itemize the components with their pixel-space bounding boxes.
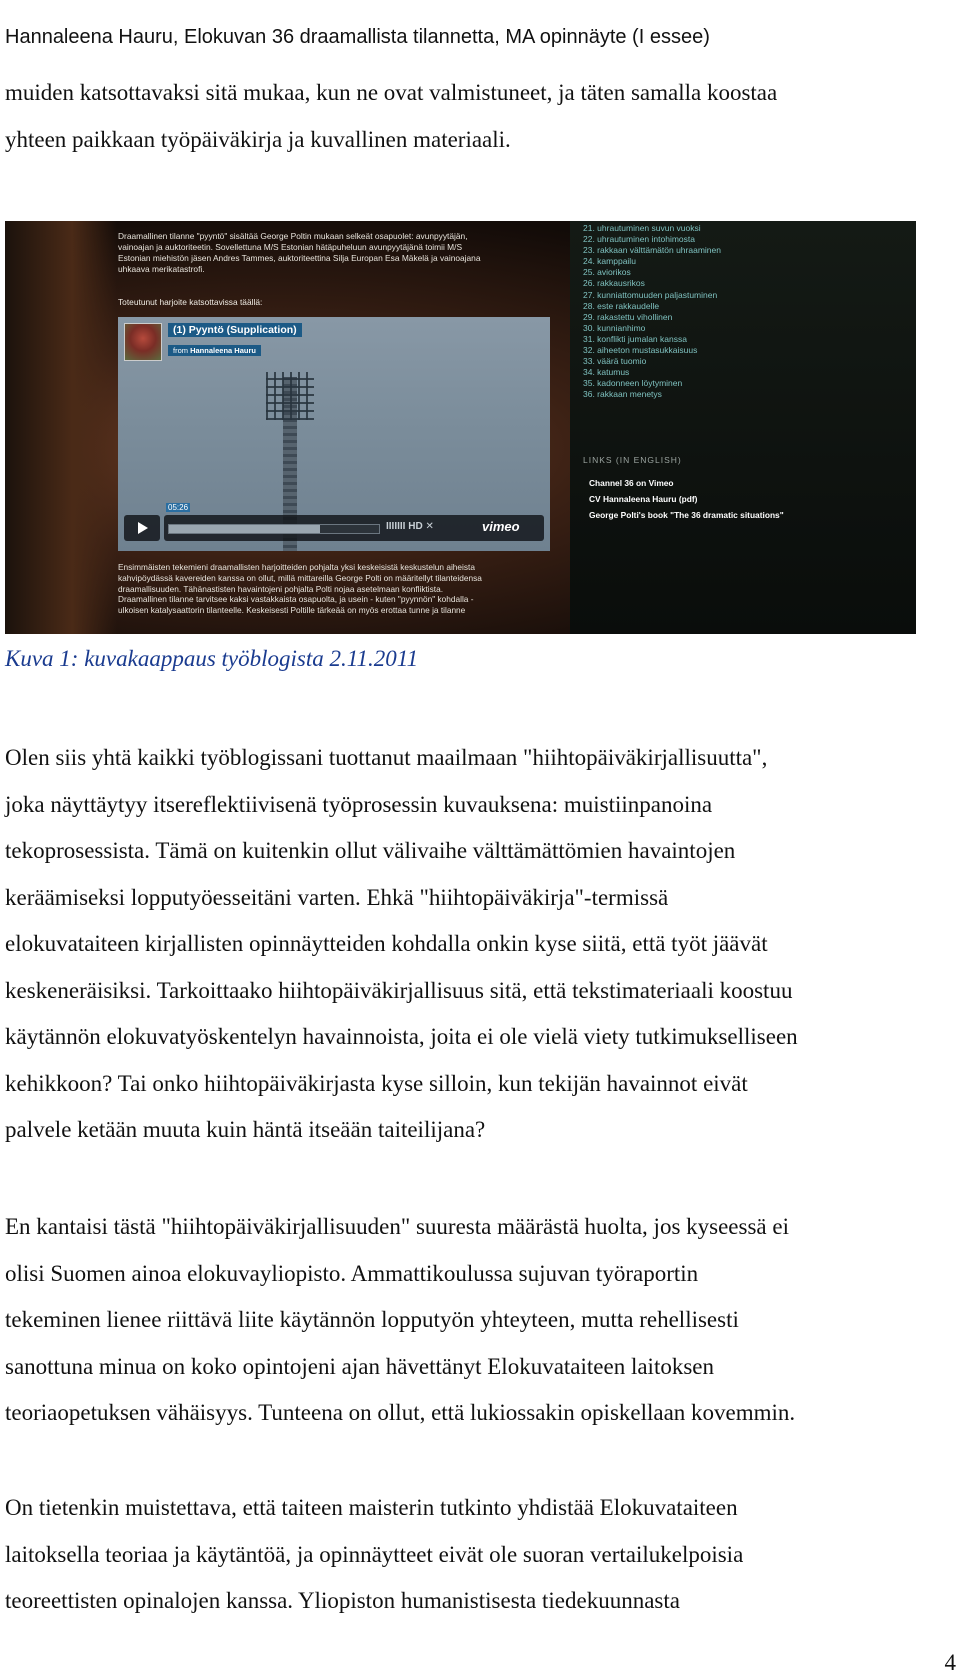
intro-paragraph	[5, 70, 950, 163]
text-line: kehikkoon? Tai onko hiihtopäiväkirjasta kyse silloin, kun tekijän havainnot eivät	[5, 1070, 748, 1096]
video-progress-fill	[169, 525, 320, 533]
video-title-link[interactable]: (1) Pyyntö (Supplication)	[168, 323, 302, 337]
text-line: keskeneräisiksi. Tarkoittaako hiihtopäiväkirjallisuus sitä, että tekstimateriaali koostuu	[5, 977, 793, 1003]
hd-toggle[interactable]: IIIIIII HD ✕	[386, 521, 434, 532]
situation-link[interactable]: 31. konflikti jumalan kanssa	[583, 333, 687, 344]
author-avatar[interactable]	[124, 323, 162, 361]
situations-list	[583, 223, 721, 401]
situation-link[interactable]: 26. rakkausrikos	[583, 278, 645, 289]
text-line: palvele ketään muuta kuin häntä itseään taiteilijana?	[5, 1117, 486, 1142]
figure-caption: Kuva 1: kuvakaappaus työblogista 2.11.2011	[5, 646, 419, 671]
text-line: käytännön elokuvatyöskentelyn havainnoista, joita ei ole vielä viety tutkimukselliseen	[5, 1024, 798, 1049]
external-link[interactable]: Channel 36 on Vimeo	[589, 478, 674, 488]
situation-link[interactable]: 24. kamppailu	[583, 256, 636, 267]
text-line: laitoksella teoriaa ja käytäntöä, ja opinnäytteet eivät ole suoran vertailukelpoisia	[5, 1541, 744, 1567]
blog-text-line: Draamallinen tilanne tarvitsee kaksi vastakkaista osapuolta, ja usein - kuten "pyynnön" kohdalla -	[118, 594, 474, 605]
blog-text-line: vainoajan ja auktoriteetin. Sovellettuna M/S Estonian hätäpuheluun avunpyytäjänä toimii M/S	[118, 242, 463, 252]
links-list	[589, 475, 784, 523]
paragraph-3	[5, 1204, 950, 1437]
situation-link[interactable]: 35. kadonneen löytyminen	[583, 378, 683, 389]
text-line: olisi Suomen ainoa elokuvayliopisto. Ammattikoulussa sujuvan työraportin	[5, 1260, 699, 1286]
text-line: keräämiseksi lopputyöesseitäni varten. Ehkä "hiihtopäiväkirja"-termissä	[5, 884, 669, 910]
links-heading: LINKS (IN ENGLISH)	[583, 455, 682, 465]
byline-from: from	[173, 346, 188, 355]
video-byline	[168, 345, 261, 356]
text-line: teoriaopetuksen vähäisyys. Tunteena on ollut, että lukiossakin opiskellaan kovemmin.	[5, 1400, 796, 1425]
video-player[interactable]	[118, 317, 550, 551]
blog-text-line: kahvipöydässä kavereiden kanssa on ollut, millä mittareilla George Polti on määritellyt tilanteidensa	[118, 572, 482, 583]
external-link[interactable]: CV Hannaleena Hauru (pdf)	[589, 494, 698, 504]
blog-description-text	[118, 562, 558, 616]
situation-link[interactable]: 21. uhrautuminen suvun vuoksi	[583, 223, 701, 233]
text-line: elokuvataiteen kirjallisten opinnäytteiden kohdalla onkin kyse siitä, että työt jäävät	[5, 931, 768, 956]
text-line: Olen siis yhtä kaikki työblogissani tuottanut maailmaan "hiihtopäiväkirjallisuutta",	[5, 745, 768, 770]
situation-link[interactable]: 36. rakkaan menetys	[583, 389, 662, 400]
text-line: tekeminen lienee riittävä liite käytännön lopputyön yhteyteen, mutta rehellisesti	[5, 1307, 739, 1332]
situation-link[interactable]: 32. aiheeton mustasukkaisuus	[583, 345, 698, 356]
byline-author-link[interactable]: Hannaleena Hauru	[190, 346, 256, 355]
blog-subheading: Toteutunut harjoite katsottavissa täällä:	[118, 297, 263, 307]
blog-text-line: Estonian miehistön jäsen Andres Tammes, auktoriteettina Silja Europan Esa Mäkelä ja vainoajana	[118, 253, 481, 263]
blog-screenshot-figure	[5, 221, 916, 634]
play-button[interactable]	[124, 515, 160, 541]
text-line: yhteen paikkaan työpäiväkirja ja kuvallinen materiaali.	[5, 126, 511, 152]
text-line: En kantaisi tästä "hiihtopäiväkirjallisuuden" suuresta määrästä huolta, jos kyseessä ei	[5, 1214, 789, 1239]
video-control-bar	[164, 503, 544, 541]
situation-link[interactable]: 23. rakkaan välttämätön uhraaminen	[583, 245, 721, 256]
blog-text-line: Ensimmäisten tekemieni draamallisten harjoitteiden pohjalta yksi keskeisistä keskustelun aiheista	[118, 562, 475, 572]
paragraph-2	[5, 735, 950, 1154]
external-link[interactable]: George Polti's book "The 36 dramatic situations"	[589, 510, 784, 520]
page-number: 4	[944, 1650, 956, 1675]
text-line: teoreettisten opinalojen kanssa. Yliopiston humanistisesta tiedekuunnasta	[5, 1588, 680, 1613]
video-timecode: 05:26	[168, 503, 189, 512]
figure-background	[5, 221, 117, 634]
blog-intro-text	[118, 231, 553, 275]
paragraph-4	[5, 1485, 950, 1625]
video-progress-bar[interactable]	[168, 524, 380, 534]
situation-link[interactable]: 33. väärä tuomio	[583, 356, 647, 367]
blog-text-line: Draamallinen tilanne "pyyntö" sisältää George Poltin mukaan selkeät osapuolet: avunpyytäjän,	[118, 231, 468, 241]
text-line: On tietenkin muistettava, että taiteen maisterin tutkinto yhdistää Elokuvataiteen	[5, 1495, 738, 1520]
text-line: muiden katsottavaksi sitä mukaa, kun ne ovat valmistuneet, ja täten samalla koostaa	[5, 80, 778, 105]
running-header: Hannaleena Hauru, Elokuvan 36 draamallista tilannetta, MA opinnäyte (I essee)	[5, 26, 710, 48]
text-line: joka näyttäytyy itsereflektiivisenä työprosessin kuvauksena: muistiinpanoina	[5, 791, 713, 817]
situation-link[interactable]: 30. kunnianhimo	[583, 322, 646, 333]
blog-text-line: ulkoisen katalysaattorin tilanteelle. Keskeisesti Poltille tärkeää on myös erottaa tunne ja tilanne	[118, 605, 466, 616]
video-title-box	[124, 323, 354, 361]
video-frame-tower-top	[266, 372, 314, 420]
situation-link[interactable]: 34. katumus	[583, 367, 630, 378]
situation-link[interactable]: 27. kunniattomuuden paljastuminen	[583, 289, 718, 300]
blog-text-line: draamallisuuden. Tähänastisten havaintojeni pohjalta Polti nojaa asetelmaan konfliktista.	[118, 583, 444, 594]
situation-link[interactable]: 22. uhrautuminen intohimosta	[583, 234, 695, 245]
text-line: sanottuna minua on koko opintojeni ajan hävettänyt Elokuvataiteen laitoksen	[5, 1353, 714, 1379]
blog-text-line: uhkaava merikatastrofi.	[118, 264, 205, 274]
vimeo-logo[interactable]: vimeo	[482, 519, 520, 534]
situation-link[interactable]: 29. rakastettu vihollinen	[583, 311, 673, 322]
situation-link[interactable]: 25. aviorikos	[583, 267, 631, 278]
text-line: tekoprosessista. Tämä on kuitenkin ollut välivaihe välttämättömien havaintojen	[5, 838, 736, 863]
situation-link[interactable]: 28. este rakkaudelle	[583, 300, 660, 311]
